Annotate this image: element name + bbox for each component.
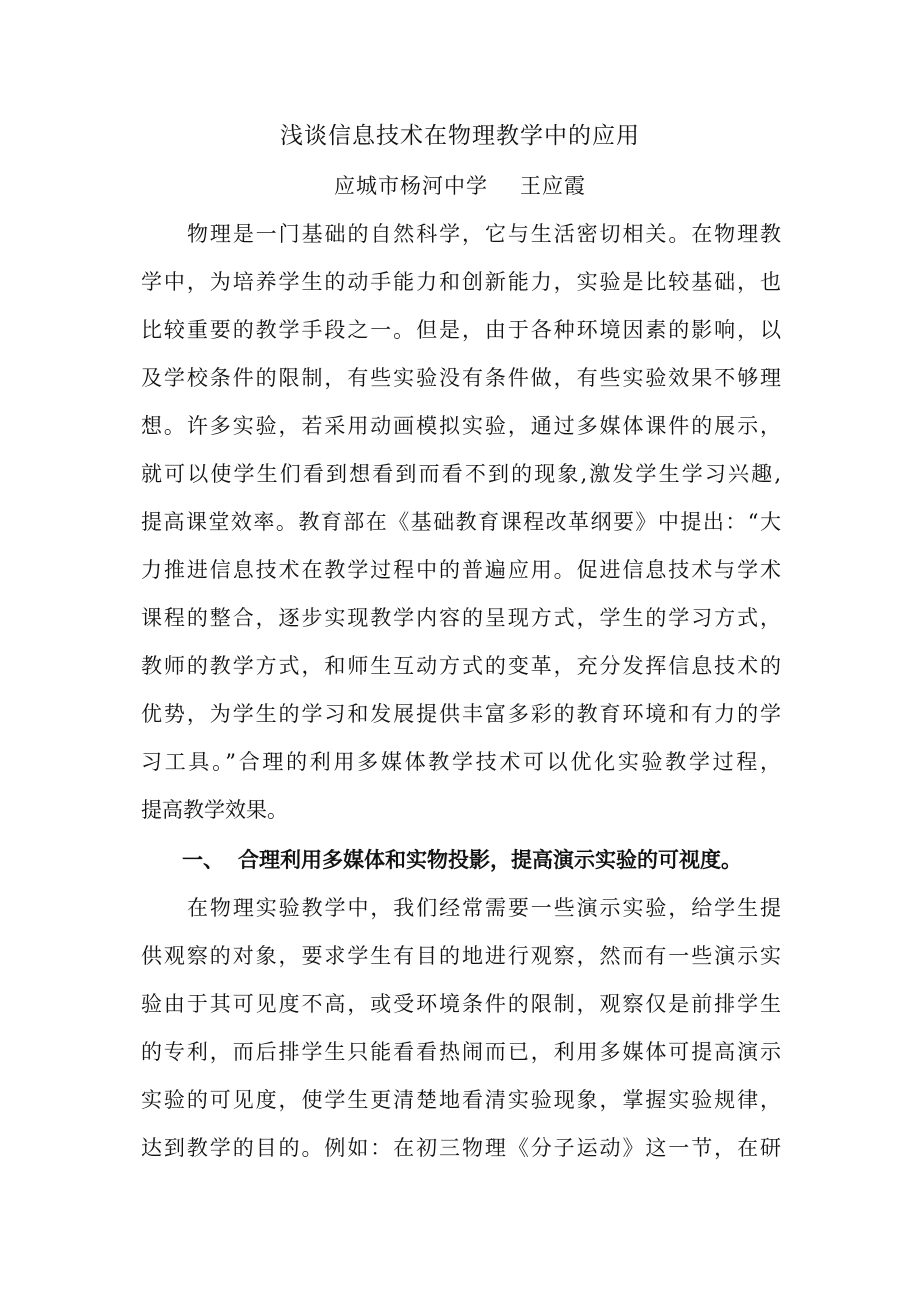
author-school: 应城市杨河中学 — [334, 174, 488, 198]
section-number: 一、 — [182, 848, 224, 872]
paragraph-line: 实验的可见度，使学生更清楚地看清实验现象，掌握实验规律， — [141, 1088, 781, 1112]
section-heading-text: 合理利用多媒体和实物投影，提高演示实验的可视度。 — [238, 848, 742, 872]
paragraph-line: 提高教学效果。 — [141, 798, 288, 822]
paragraph-line: 供观察的对象，要求学生有目的地进行观察，然而有一些演示实 — [141, 944, 781, 968]
section-heading — [182, 842, 782, 878]
paragraph-line: 物理是一门基础的自然科学，它与生活密切相关。在物理教 — [187, 222, 781, 246]
document-title: 浅谈信息技术在物理教学中的应用 — [280, 123, 640, 149]
paragraph-line: 提高课堂效率。教育部在《基础教育课程改革纲要》中提出：“大 — [141, 510, 781, 534]
paragraph-line: 及学校条件的限制，有些实验没有条件做，有些实验效果不够理 — [141, 366, 781, 390]
paragraph-line: 课程的整合，逐步实现教学内容的呈现方式，学生的学习方式， — [141, 606, 781, 630]
paragraph-line: 力推进信息技术在教学过程中的普遍应用。促进信息技术与学术 — [141, 558, 781, 582]
paragraph-line: 想。许多实验，若采用动画模拟实验，通过多媒体课件的展示， — [141, 414, 781, 438]
author-line — [0, 170, 920, 202]
paragraph-line: 的专利，而后排学生只能看看热闹而已，利用多媒体可提高演示 — [141, 1040, 781, 1064]
paragraph-line: 就可以使学生们看到想看到而看不到的现象,激发学生学习兴趣, — [141, 462, 781, 486]
paragraph-line: 教师的教学方式，和师生互动方式的变革，充分发挥信息技术的 — [141, 654, 781, 678]
paragraph-line: 比较重要的教学手段之一。但是，由于各种环境因素的影响，以 — [141, 318, 781, 342]
paragraph-line: 习工具。”合理的利用多媒体教学技术可以优化实验教学过程， — [141, 750, 781, 774]
paragraph-line: 达到教学的目的。例如：在初三物理《分子运动》这一节，在研 — [141, 1136, 781, 1160]
author-name: 王应霞 — [520, 174, 586, 198]
paragraph-line: 在物理实验教学中，我们经常需要一些演示实验，给学生提 — [187, 896, 781, 920]
paragraph-line: 验由于其可见度不高，或受环境条件的限制，观察仅是前排学生 — [141, 992, 781, 1016]
paragraph-line: 学中，为培养学生的动手能力和创新能力，实验是比较基础，也 — [141, 270, 781, 294]
paragraph-line: 优势，为学生的学习和发展提供丰富多彩的教育环境和有力的学 — [141, 702, 781, 726]
